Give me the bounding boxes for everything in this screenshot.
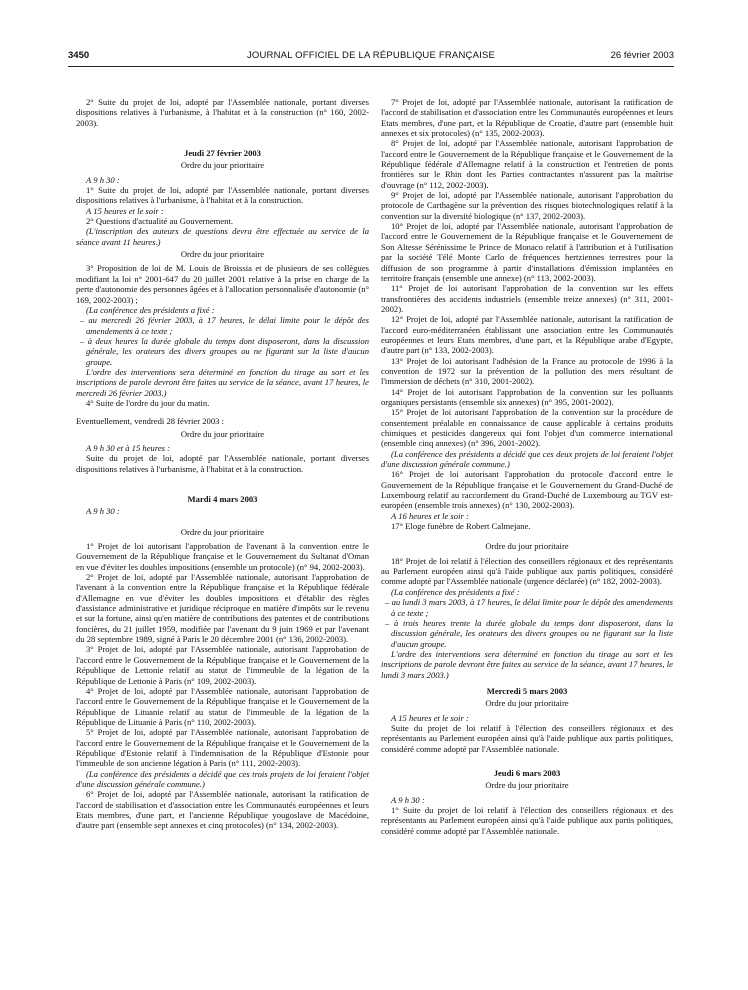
time-slot: A 16 heures et le soir : <box>391 510 469 521</box>
header-rule <box>68 66 674 67</box>
paragraph: 12° Projet de loi, adopté par l'Assemblée nationale, autorisant la ratification de l'accord euro-méditerranéen établissant une association entre les Communautés européennes et leurs Etats membres, d'une part, et la République arabe d'Egypte, d'autre part (n° 133, 2002-2003). <box>381 314 673 356</box>
paragraph: 3° Proposition de loi de M. Louis de Broissia et de plusieurs de ses collègues modifiant la loi n° 2001-647 du 20 juillet 2001 relative à la prise en charge de la perte d'autonomie des personnes âgées et à l'allocation personnalisée d'autonomie (n° 169, 2002-2003) ; <box>76 263 370 305</box>
note: (La conférence des présidents a fixé : <box>86 304 215 315</box>
paragraph: 2° Projet de loi, adopté par l'Assemblée nationale, autorisant l'approbation de l'avenant à la convention entre la République française et la République fédérale d'Allemagne en vue d'éviter les doubles impositions et d'établir des règles d'assistance administrative et juridique réciproque en matière d'impôts sur le revenu et sur la fortune, ainsi qu'en matière de contributions des patentes et de contributions foncières, du 21 juillet 1959, modifiée par l'avenant du 9 juin 1969 et par l'avenant du 28 septembre 1989, signé à Paris le 20 décembre 2001 (n° 136, 2002-2003). <box>76 572 369 645</box>
time-slot: A 9 h 30 et à 15 heures : <box>86 442 171 453</box>
left-column <box>76 97 369 831</box>
paragraph: Suite du projet de loi relatif à l'élection des conseillers régionaux et des représentants au Parlement européen ainsi qu'à l'aide publique aux partis politiques, considéré comme adopté par l'Assemblée nationale. <box>381 722 673 754</box>
page-number: 3450 <box>68 50 90 61</box>
note-item: – à deux heures la durée globale du temps dont disposeront, dans la discussion générale, les orateurs des divers groupes ou ne figurant sur la liste d'aucun groupe. <box>80 335 369 367</box>
note-item: – au mercredi 26 février 2003, à 17 heures, le délai limite pour le dépôt des amendements à ce texte ; <box>80 315 369 336</box>
paragraph: 1° Projet de loi autorisant l'approbation de l'avenant à la convention entre le Gouvernement de la République française et le Gouvernement du Sultanat d'Oman en vue d'éviter les doubles impositions (ensemble un protocole) (n° 94, 2002-2003). <box>76 541 369 572</box>
paragraph: 1° Suite du projet de loi relatif à l'élection des conseillers régionaux et des représentants au Parlement européen ainsi qu'à l'aide publique aux partis politiques, considéré comme adopté par l'Assemblée nationale. <box>381 805 673 836</box>
agenda-label: Ordre du jour prioritaire <box>180 526 265 537</box>
paragraph: 8° Projet de loi, adopté par l'Assemblée nationale, autorisant l'approbation de l'accord entre le Gouvernement de la République française et le Gouvernement de la République fédérale d'Allemagne relatif à la construction et l'entretien de ponts frontières sur le Rhin dont les Parties contractantes n'assurent pas la maîtrise d'ouvrage (n° 112, 2002-2003). <box>381 138 673 190</box>
paragraph: 3° Projet de loi, adopté par l'Assemblée nationale, autorisant l'approbation de l'accord entre le Gouvernement de la République française et le Gouvernement de la République de Lettonie relatif au statut de l'immeuble de la légation de la République de Lettonie à Paris (n° 109, 2002-2003). <box>76 644 369 686</box>
paragraph: 4° Suite de l'ordre du jour du matin. <box>86 397 210 408</box>
paragraph: 17° Eloge funèbre de Robert Calmejane. <box>391 521 531 532</box>
page-header <box>68 50 674 64</box>
paragraph: 11° Projet de loi autorisant l'approbation de la convention sur les effets transfrontières des accidents industriels (ensemble treize annexes) (n° 311, 2001-2002). <box>381 283 673 314</box>
paragraph: 15° Projet de loi autorisant l'approbation de la convention sur la procédure de consentement préalable en connaissance de cause applicable à certains produits chimiques et pesticides dangereux qui font l'objet d'un commerce international (ensemble cinq annexes) (n° 396, 2001-2002). <box>381 407 673 449</box>
note: (La conférence des présidents a décidé que ces deux projets de loi feraient l'objet d'une discussion générale commune.) <box>381 448 673 470</box>
agenda-label: Ordre du jour prioritaire <box>180 249 265 260</box>
paragraph: 6° Projet de loi, adopté par l'Assemblée nationale, autorisant la ratification de l'accord de stabilisation et d'association entre les Communautés européennes et leurs Etats membres, d'une part, et l'ancienne République yougoslave de Macédoine, d'autre part (ensemble sept annexes et cinq protocoles) (n° 134, 2002-2003). <box>76 789 369 831</box>
note: (La conférence des présidents a fixé : <box>391 586 520 597</box>
time-slot: A 9 h 30 : <box>86 506 120 517</box>
day-heading: Jeudi 27 février 2003 <box>184 148 261 159</box>
paragraph: Suite du projet de loi, adopté par l'Assemblée nationale, portant diverses dispositions relatives à l'urbanisme, à l'habitat et à la construction. <box>76 453 369 474</box>
agenda-label: Ordre du jour prioritaire <box>180 428 265 439</box>
paragraph: 2° Questions d'actualité au Gouvernement. <box>86 216 233 227</box>
paragraph: 1° Suite du projet de loi, adopté par l'Assemblée nationale, portant diverses dispositions relatives à l'urbanisme, à l'habitat et à la construction. <box>76 185 369 206</box>
journal-title: JOURNAL OFFICIEL DE LA RÉPUBLIQUE FRANÇAISE <box>246 50 496 61</box>
note: L'ordre des interventions sera déterminé en fonction du tirage au sort et les inscriptions de parole devront être faites au service de la séance, avant 17 heures, le lundi 3 mars 2003.) <box>381 648 673 680</box>
note-item: – à trois heures trente la durée globale du temps dont disposeront, dans la discussion générale, les orateurs des divers groupes ou ne figurant sur la liste d'aucun groupe. <box>385 617 673 649</box>
paragraph: 16° Projet de loi autorisant l'approbation du protocole d'accord entre le Gouvernement de la République française et le Gouvernement du Grand-Duché de Luxembourg relatif au raccordement du Grand-Duché de Luxembourg au TGV est-européen (ensemble trois annexes) (n° 130, 2002-2003). <box>381 469 673 511</box>
paragraph: 14° Projet de loi autorisant l'approbation de la convention sur les polluants organiques persistants (ensemble six annexes) (n° 395, 2001-2002). <box>381 386 673 407</box>
day-heading: Jeudi 6 mars 2003 <box>493 767 561 778</box>
paragraph: 5° Projet de loi, adopté par l'Assemblée nationale, autorisant l'approbation de l'accord entre le Gouvernement de la République française et le Gouvernement de la République d'Estonie relatif à l'indemnisation de la République d'Estonie pour l'immeuble de son ancienne légation à Paris (n° 111, 2002-2003). <box>76 727 369 769</box>
note: L'ordre des interventions sera déterminé en fonction du tirage au sort et les inscriptions de parole devront être faites au service de la séance, avant 17 heures, le mercredi 26 février 2003.) <box>76 366 369 398</box>
time-slot: A 15 heures et le soir : <box>86 205 164 216</box>
day-heading: Mardi 4 mars 2003 <box>187 494 258 504</box>
right-column <box>381 97 673 836</box>
note: (L'inscription des auteurs de questions devra être effectuée au service de la séance avant 11 heures.) <box>76 226 369 247</box>
agenda-label: Ordre du jour prioritaire <box>485 541 569 552</box>
paragraph: 7° Projet de loi, adopté par l'Assemblée nationale, autorisant la ratification de l'accord de stabilisation et d'association entre les Communautés européennes et leurs Etats membres, d'une part, et la République de Croatie, d'autre part (ensemble huit annexes et six protocoles) (n° 135, 2002-2003). <box>381 97 673 139</box>
paragraph: 10° Projet de loi, adopté par l'Assemblée nationale, autorisant l'approbation de l'accord entre le Gouvernement de la République française et le Gouvernement de Son Altesse Sérénissime le Prince de Monaco relatif à l'attribution et à l'utilisation par la société Télé Monte Carlo de fréquences hertziennes terrestres pour la diffusion de son programme à partir d'installations d'émission implantées en territoire français (ensemble une annexe) (n° 113, 2002-2003). <box>381 221 673 283</box>
agenda-label: Ordre du jour prioritaire <box>485 780 569 791</box>
paragraph: 13° Projet de loi autorisant l'adhésion de la France au protocole de 1996 à la convention de 1972 sur la prévention de la pollution des mers résultant de l'immersion de déchets (n° 310, 2001-2002). <box>381 355 673 387</box>
issue-date: 26 février 2003 <box>610 50 674 61</box>
time-slot: A 9 h 30 : <box>86 174 120 185</box>
agenda-label: Ordre du jour prioritaire <box>485 698 569 709</box>
paragraph: 2° Suite du projet de loi, adopté par l'Assemblée nationale, portant diverses dispositions relatives à l'urbanisme, à l'habitat et à la construction (n° 160, 2002-2003). <box>76 97 369 128</box>
note-item: – au lundi 3 mars 2003, à 17 heures, le délai limite pour le dépôt des amendements à ce texte ; <box>385 597 673 618</box>
time-slot: A 9 h 30 : <box>391 794 425 805</box>
agenda-label: Ordre du jour prioritaire <box>180 160 265 171</box>
paragraph: 9° Projet de loi, adopté par l'Assemblée nationale, autorisant l'approbation du protocole de Carthagène sur la prévention des risques biotechnologiques relatif à la convention sur la diversité biologique (n° 137, 2002-2003). <box>381 190 673 221</box>
day-heading: Mercredi 5 mars 2003 <box>486 685 568 696</box>
conditional-day: Eventuellement, vendredi 28 février 2003 : <box>76 416 224 427</box>
note: (La conférence des présidents a décidé que ces trois projets de loi feraient l'objet d'une discussion générale commune.) <box>76 768 369 789</box>
paragraph: 4° Projet de loi, adopté par l'Assemblée nationale, autorisant l'approbation de l'accord entre le Gouvernement de la République française et le Gouvernement de la République de Lituanie relatif au statut de l'immeuble de la légation de la République de Lituanie à Paris (n° 110, 2002-2003). <box>76 685 369 727</box>
time-slot: A 15 heures et le soir : <box>391 712 469 723</box>
paragraph: 18° Projet de loi relatif à l'élection des conseillers régionaux et des représentants au Parlement européen ainsi qu'à l'aide publique aux partis politiques, considéré comme adopté par l'Assemblée nationale (urgence déclarée) (n° 182, 2002-2003). <box>381 555 673 587</box>
